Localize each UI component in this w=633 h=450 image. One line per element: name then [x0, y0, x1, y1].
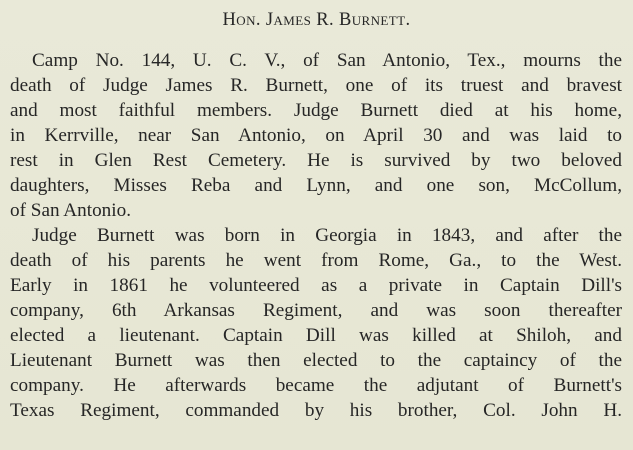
text-line: of San Antonio.	[10, 200, 131, 221]
text-line: Camp No. 144, U. C. V., of San Antonio, Tex., mourns the	[32, 50, 622, 71]
text-line: Texas Regiment, commanded by his brother, Col. John H.	[10, 400, 622, 421]
text-line: in Kerrville, near San Antonio, on April 30 and was laid to	[10, 125, 622, 146]
text-line: and most faithful members. Judge Burnett died at his home,	[10, 100, 622, 121]
text-line: Early in 1861 he volunteered as a private in Captain Dill's	[10, 275, 622, 296]
text-line: company. He afterwards became the adjutant of Burnett's	[10, 375, 622, 396]
article-title: Hon. James R. Burnett.	[222, 10, 411, 30]
text-line: rest in Glen Rest Cemetery. He is survived by two beloved	[10, 150, 622, 171]
text-line: company, 6th Arkansas Regiment, and was soon thereafter	[10, 300, 622, 321]
text-line: Judge Burnett was born in Georgia in 1843, and after the	[32, 225, 622, 246]
text-line: death of Judge James R. Burnett, one of its truest and bravest	[10, 75, 622, 96]
text-line: death of his parents he went from Rome, Ga., to the West.	[10, 250, 622, 271]
text-line: elected a lieutenant. Captain Dill was killed at Shiloh, and	[10, 325, 622, 346]
text-line: daughters, Misses Reba and Lynn, and one son, McCollum,	[10, 175, 622, 196]
text-line: Lieutenant Burnett was then elected to the captaincy of the	[10, 350, 622, 371]
